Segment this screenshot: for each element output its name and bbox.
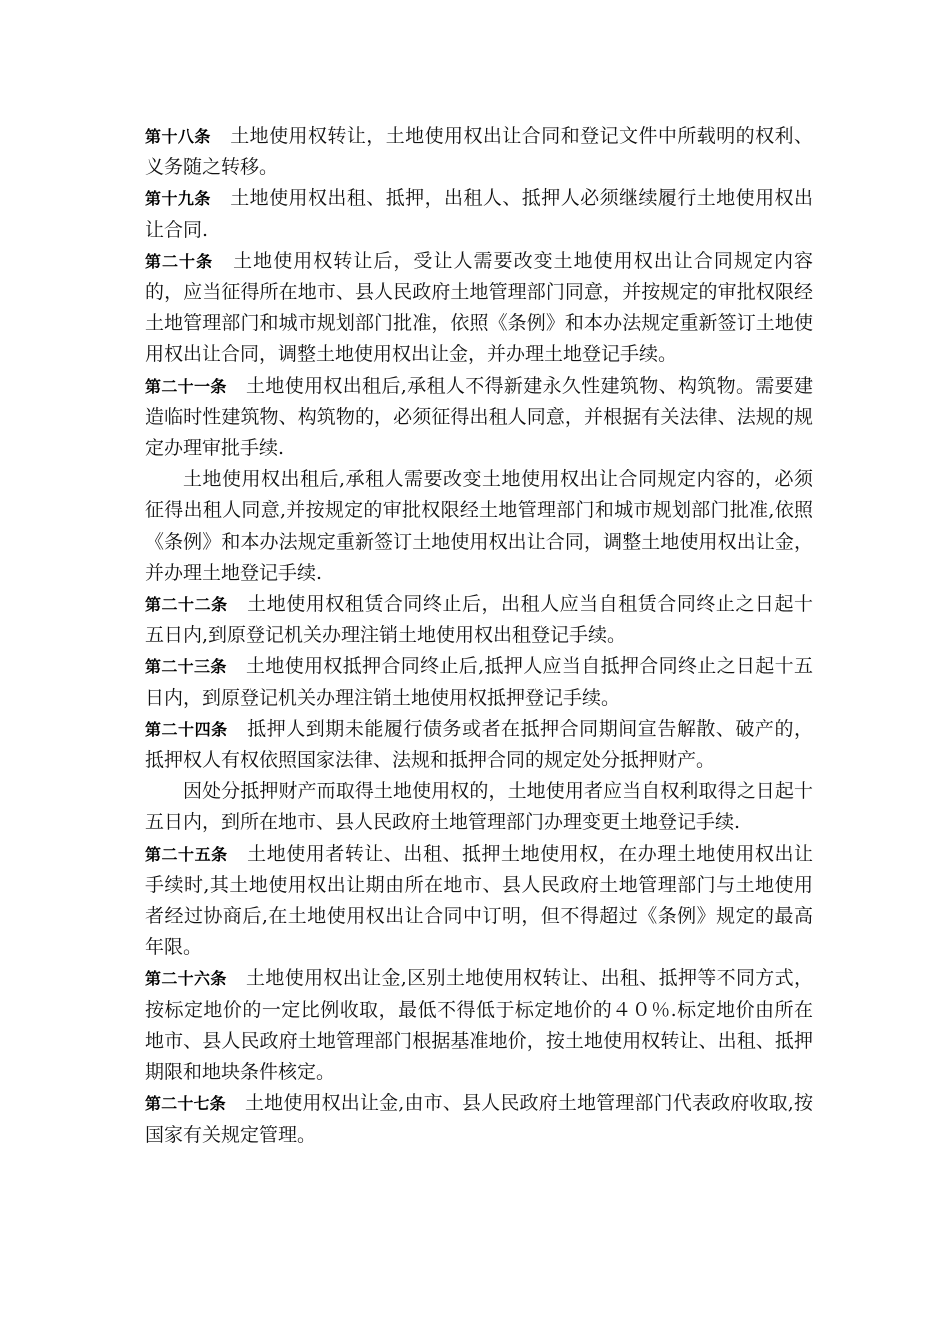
article-21-second-paragraph <box>145 464 813 589</box>
article-text: 因处分抵押财产而取得土地使用权的，土地使用者应当自权利取得之日起十五日内，到所在地市、县人民政府土地管理部门办理变更土地登记手续. <box>145 780 813 834</box>
article-18-paragraph <box>145 121 813 183</box>
article-21-paragraph <box>145 371 813 465</box>
article-text: 土地使用权出租、抵押，出租人、抵押人必须继续履行土地使用权出让合同. <box>145 187 813 241</box>
article-number: 第二十二条 <box>145 595 228 615</box>
article-text: 土地使用权出租后,承租人需要改变土地使用权出让合同规定内容的，必须征得出租人同意,并按规定的审批权限经土地管理部门和城市规划部门批准,依照《条例》和本办法规定重新签订土地使用权出让合同，调整土地使用权出让金，并办理土地登记手续. <box>145 468 813 584</box>
article-text: 土地使用权出让金,区别土地使用权转让、出租、抵押等不同方式，按标定地价的一定比例收取，最低不得低于标定地价的４０％.标定地价由所在地市、县人民政府土地管理部门根据基准地价，按土地使用权转让、出租、抵押期限和地块条件核定。 <box>145 967 813 1084</box>
article-number: 第二十六条 <box>145 969 227 989</box>
article-22-paragraph <box>145 589 813 651</box>
article-26-paragraph <box>145 963 813 1088</box>
article-text: 土地使用权出租后,承租人不得新建永久性建筑物、构筑物。需要建造临时性建筑物、构筑物的，必须征得出租人同意，并根据有关法律、法规的规定办理审批手续. <box>145 374 813 460</box>
article-25-paragraph <box>145 839 813 964</box>
article-number: 第十八条 <box>145 127 211 146</box>
article-number: 第十九条 <box>145 189 211 209</box>
article-number: 第二十七条 <box>145 1094 226 1114</box>
article-24-paragraph <box>145 714 813 776</box>
article-number: 第二十五条 <box>145 844 228 864</box>
article-number: 第二十一条 <box>145 376 227 396</box>
article-text: 抵押人到期未能履行债务或者在抵押合同期间宣告解散、破产的，抵押权人有权依照国家法律、法规和抵押合同的规定处分抵押财产。 <box>145 717 813 772</box>
article-number: 第二十四条 <box>145 719 228 739</box>
article-23-paragraph <box>145 651 813 713</box>
document-body <box>145 121 813 1151</box>
article-19-paragraph <box>145 183 813 245</box>
article-number: 第二十三条 <box>145 657 227 677</box>
article-20-paragraph <box>145 246 813 371</box>
article-text: 土地使用者转让、出租、抵押土地使用权，在办理土地使用权出让手续时,其土地使用权出让期由所在地市、县人民政府土地管理部门与土地使用者经过协商后,在土地使用权出让合同中订明，但不得超过《条例》规定的最高年限。 <box>145 842 813 959</box>
article-text: 土地使用权转让，土地使用权出让合同和登记文件中所载明的权利、义务随之转移。 <box>145 125 813 179</box>
article-text: 土地使用权租赁合同终止后，出租人应当自租赁合同终止之日起十五日内,到原登记机关办理注销土地使用权出租登记手续。 <box>145 593 813 647</box>
article-27-paragraph <box>145 1088 813 1150</box>
article-text: 土地使用权转让后，受让人需要改变土地使用权出让合同规定内容的，应当征得所在地市、县人民政府土地管理部门同意，并按规定的审批权限经土地管理部门和城市规划部门批准，依照《条例》和本办法规定重新签订土地使用权出让合同，调整土地使用权出让金，并办理土地登记手续。 <box>145 249 813 366</box>
article-text: 土地使用权抵押合同终止后,抵押人应当自抵押合同终止之日起十五日内，到原登记机关办理注销土地使用权抵押登记手续。 <box>145 655 813 709</box>
article-text: 土地使用权出让金,由市、县人民政府土地管理部门代表政府收取,按国家有关规定管理。 <box>145 1092 813 1146</box>
article-24-second-paragraph <box>145 776 813 838</box>
article-number: 第二十条 <box>145 251 214 271</box>
